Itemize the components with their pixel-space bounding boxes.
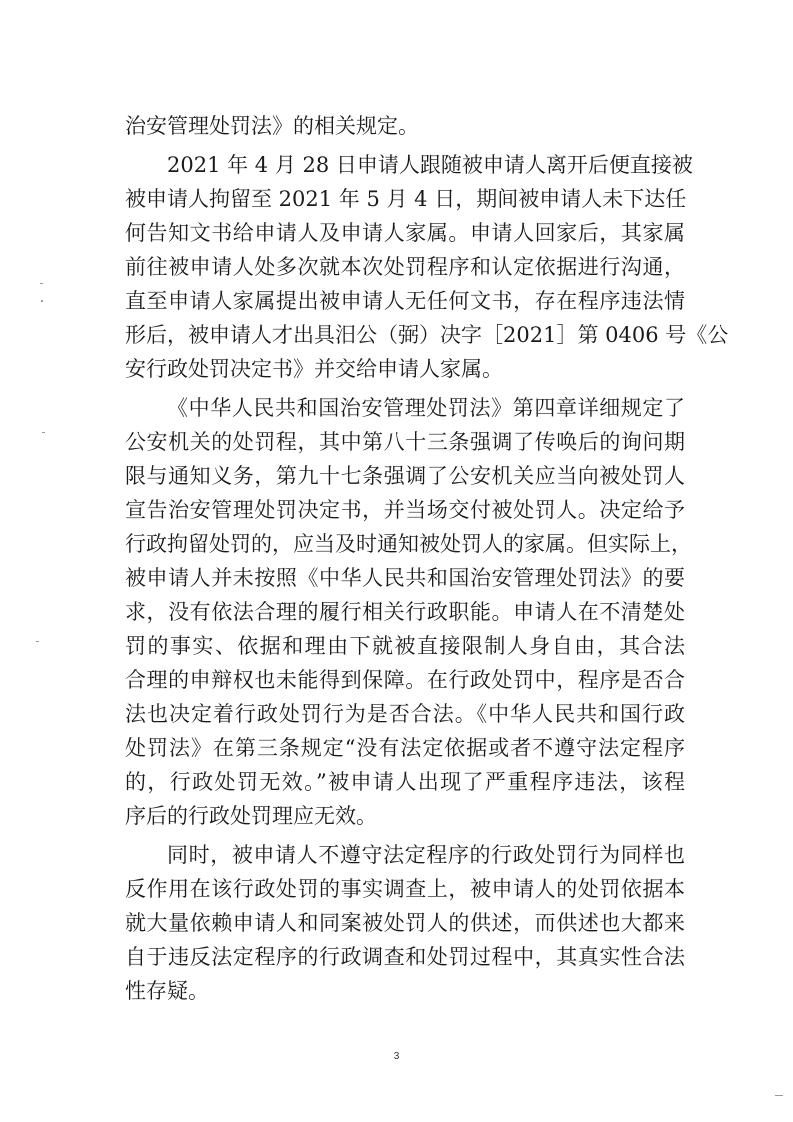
text-line: 形后，被申请人才出具汨公（弼）决字［2021］第 0406 号《公 bbox=[125, 323, 729, 347]
text-line: 合理的申辩权也未能得到保障。在行政处罚中，程序是否合 bbox=[125, 668, 685, 692]
scan-mark bbox=[41, 300, 43, 302]
text-line: 同时，被申请人不遵守法定程序的行政处罚行为同样也 bbox=[167, 843, 685, 867]
text-line: 就大量依赖申请人和同案被处罚人的供述，而供述也大都来 bbox=[125, 911, 685, 935]
text-line: 安行政处罚决定书》并交给申请人家属。 bbox=[125, 357, 503, 381]
text-line: 序后的行政处罚理应无效。 bbox=[125, 804, 377, 828]
text-line: 直至申请人家属提出被申请人无任何文书，存在程序违法情 bbox=[125, 289, 685, 313]
text-line: 宣告治安管理处罚决定书，并当场交付被处罚人。决定给予 bbox=[125, 498, 685, 522]
text-line: 被申请人拘留至 2021 年 5 月 4 日，期间被申请人未下达任 bbox=[125, 187, 687, 211]
scan-mark bbox=[775, 1095, 783, 1096]
text-line: 自于违反法定程序的行政调查和处罚过程中，其真实性合法 bbox=[125, 945, 685, 969]
text-line: 公安机关的处罚程，其中第八十三条强调了传唤后的询问期 bbox=[125, 430, 685, 454]
text-line: 反作用在该行政处罚的事实调查上，被申请人的处罚依据本 bbox=[125, 877, 685, 901]
text-line: 治安管理处罚法》的相关规定。 bbox=[125, 114, 419, 138]
text-line: 2021 年 4 月 28 日申请人跟随被申请人离开后便直接被 bbox=[167, 153, 693, 177]
text-line: 被申请人并未按照《中华人民共和国治安管理处罚法》的要 bbox=[125, 566, 685, 590]
scan-mark bbox=[40, 283, 43, 284]
text-line: 的，行政处罚无效。”被申请人出现了严重程序违法，该程 bbox=[125, 770, 685, 794]
text-line: 性存疑。 bbox=[125, 979, 209, 1003]
text-line: 法也决定着行政处罚行为是否合法。《中华人民共和国行政 bbox=[125, 702, 685, 726]
text-line: 处罚法》在第三条规定“没有法定依据或者不遵守法定程序 bbox=[125, 736, 685, 760]
text-line: 行政拘留处罚的，应当及时通知被处罚人的家属。但实际上， bbox=[125, 532, 692, 556]
text-line: 限与通知义务，第九十七条强调了公安机关应当向被处罚人 bbox=[125, 464, 685, 488]
text-line: 罚的事实、依据和理由下就被直接限制人身自由，其合法 bbox=[125, 634, 685, 658]
text-line: 求，没有依法合理的履行相关行政职能。申请人在不清楚处 bbox=[125, 600, 685, 624]
text-line: 前往被申请人处多次就本次处罚程序和认定依据进行沟通， bbox=[125, 255, 685, 279]
text-line: 《中华人民共和国治安管理处罚法》第四章详细规定了 bbox=[167, 396, 685, 420]
text-line: 何告知文书给申请人及申请人家属。申请人回家后，其家属 bbox=[125, 221, 685, 245]
page-number: 3 bbox=[393, 1051, 400, 1062]
scan-mark bbox=[42, 432, 45, 433]
scan-mark bbox=[36, 641, 39, 642]
